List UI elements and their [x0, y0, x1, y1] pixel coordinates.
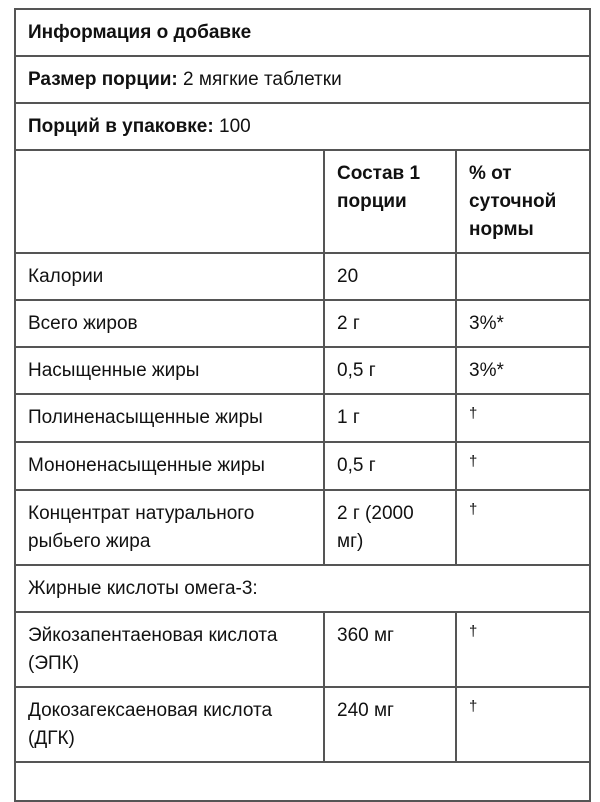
table-row [15, 394, 590, 442]
nutrient-amount: 2 г [324, 300, 456, 347]
nutrient-name: Насыщенные жиры [15, 347, 324, 394]
table-row [15, 300, 590, 347]
nutrient-amount: 0,5 г [324, 442, 456, 490]
servings-value: 100 [219, 116, 251, 137]
header-empty [15, 150, 324, 253]
nutrient-name: Мононенасыщенные жиры [15, 442, 324, 490]
supplement-facts-table [14, 8, 591, 802]
serving-size-label: Размер порции: [28, 69, 178, 90]
nutrient-name: Концентрат натурального рыбьего жира [15, 490, 324, 565]
nutrient-amount: 360 мг [324, 612, 456, 687]
table-row [15, 253, 590, 300]
nutrient-dv [456, 253, 590, 300]
title-row [15, 9, 590, 56]
nutrient-amount: 0,5 г [324, 347, 456, 394]
column-header-row [15, 150, 590, 253]
nutrient-name: Всего жиров [15, 300, 324, 347]
servings-per-container-row [15, 103, 590, 150]
table-row [15, 347, 590, 394]
servings-label: Порций в упаковке: [28, 116, 214, 137]
header-daily-value: % от суточной нормы [456, 150, 590, 253]
table-row [15, 612, 590, 687]
table-row [15, 490, 590, 565]
table-row [15, 442, 590, 490]
nutrient-name: Эйкозапентаеновая кислота (ЭПК) [15, 612, 324, 687]
omega-section-label: Жирные кислоты омега-3: [15, 565, 590, 612]
nutrient-amount: 20 [324, 253, 456, 300]
header-amount: Состав 1 порции [324, 150, 456, 253]
nutrient-name: Калории [15, 253, 324, 300]
table-title: Информация о добавке [15, 9, 590, 56]
table-row [15, 687, 590, 762]
serving-size-row [15, 56, 590, 103]
nutrient-name: Докозагексаеновая кислота (ДГК) [15, 687, 324, 762]
nutrient-amount: 2 г (2000 мг) [324, 490, 456, 565]
nutrient-dv: 3%* [456, 347, 590, 394]
nutrient-amount: 1 г [324, 394, 456, 442]
table-continuation-row [15, 762, 590, 801]
dagger-mark: † [469, 405, 478, 422]
dagger-mark: † [469, 501, 478, 518]
omega-section-row [15, 565, 590, 612]
nutrient-amount: 240 мг [324, 687, 456, 762]
dagger-mark: † [469, 623, 478, 640]
dagger-mark: † [469, 453, 478, 470]
serving-size-value: 2 мягкие таблетки [183, 69, 342, 90]
dagger-mark: † [469, 698, 478, 715]
nutrient-name: Полиненасыщенные жиры [15, 394, 324, 442]
nutrient-dv: 3%* [456, 300, 590, 347]
